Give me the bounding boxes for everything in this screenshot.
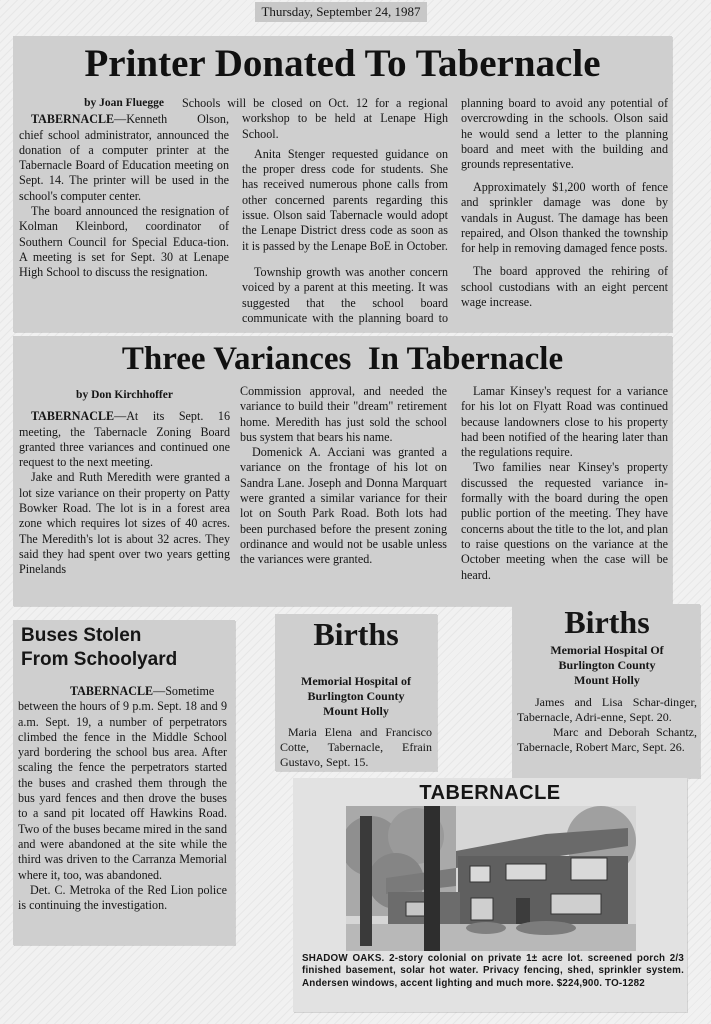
births-left-hospital-line-3: Mount Holly xyxy=(323,704,389,718)
buses-headline-line-2: From Schoolyard xyxy=(21,649,178,670)
article-dateline: TABERNACLE xyxy=(70,684,154,698)
printer-article-p5-continued: planning board to avoid any potential of overcrowding in the schools. Olson said he would send a letter to the planning board and meet with the building and grounds representative. xyxy=(461,96,668,172)
variances-article-column-3 xyxy=(461,384,668,583)
births-left-entry: Maria Elena and Francisco Cotte, Tabernacle, Efrain Gustavo, Sept. 15. xyxy=(280,725,432,769)
printer-article-column-1 xyxy=(19,96,229,281)
house-photo-illustration xyxy=(346,806,636,951)
printer-article-column-3b xyxy=(461,180,668,310)
births-left-block xyxy=(280,616,432,770)
births-right-hospital-line-1: Memorial Hospital Of xyxy=(550,643,664,657)
printer-article-byline: by Joan Fluegge xyxy=(84,97,164,109)
buses-article-headline xyxy=(21,624,177,672)
printer-article-p7: The board approved the rehiring of school custodians with an eight percent wage increase. xyxy=(461,264,668,310)
variances-article-p3: Domenick A. Acciani was granted a variance on the frontage of his lot on Sandra Lane. Joseph and Donna Marquart were granted a similar variance for their lot on South Park Road. Both lots had been purchased before the present zoning ordinance and would not be usable unless the variances were granted. xyxy=(240,445,447,567)
printer-article-p4: Anita Stenger requested guidance on the proper dress code for students. She has received numerous phone calls from other concerned parents regarding this issue. Olson said Tabernacle would adopt the Lenape District dress code as soon as it is passed by the Lenape BoE in October. xyxy=(242,146,448,253)
births-left-hospital-line-1: Memorial Hospital of xyxy=(301,674,411,688)
printer-article-p6: Approximately $1,200 worth of fence and sprinkler damage was done by vandals in August. The damage has been repaired, and Olson thanked the township for help in removing damaged fence posts. xyxy=(461,180,668,256)
article-dateline: TABERNACLE xyxy=(31,112,115,127)
printer-article-p1: —Kenneth Olson, chief school administrator, announced the donation of a computer printer at the Tabernacle Board of Education meeting on Sept. 14. The printer will be used in the school's computer center. xyxy=(19,112,229,203)
buses-article-paragraph xyxy=(18,684,227,883)
variances-article-byline: by Don Kirchhoffer xyxy=(76,389,173,401)
printer-article-column-2 xyxy=(182,96,448,254)
printer-article-paragraph xyxy=(19,112,229,204)
buses-headline-line-1: Buses Stolen xyxy=(21,625,142,646)
births-right-hospital-line-3: Mount Holly xyxy=(574,673,640,687)
births-right-block xyxy=(517,604,697,755)
births-right-hospital-line-2: Burlington County xyxy=(558,658,656,672)
buses-article-body xyxy=(18,684,227,913)
variances-article-paragraph xyxy=(19,409,230,470)
printer-article-p2: The board announced the resignation of Kolman Kleinbord, coordinator of Southern Council for Special Educa-tion. A meeting is set for Sept. 30 at Lenape High School to discuss the resignation. xyxy=(19,204,229,280)
variances-article-column-1 xyxy=(19,388,230,577)
buses-article-p2: Det. C. Metroka of the Red Lion police is continuing the investigation. xyxy=(18,882,227,913)
births-left-hospital-line-2: Burlington County xyxy=(307,689,405,703)
births-right-entry-1: James and Lisa Schar-dinger, Tabernacle, Adri-enne, Sept. 20. xyxy=(517,695,697,724)
buses-article-p1: —Sometime between the hours of 9 p.m. Sept. 18 and 9 a.m. Sept. 19, a number of perpetrators climbed the fence in the Middle School yard bordering the school bus area. After scaling the fence the perpetrators started the buses and crashed them through the bus yard fences and then drove the buses to a sand pit located off Hawkins Road. Two of the buses became mired in the sand and were abandoned at the site while the third was driven to the Carranza Memorial where it, too, was abandoned. xyxy=(18,684,227,882)
variances-article-headline: Three Variances In Tabernacle xyxy=(121,341,564,377)
printer-article-p3: Schools will be closed on Oct. 12 for a regional workshop to be held at Lenape High School. xyxy=(182,96,448,141)
printer-article-p5: Township growth was another concern voiced by a parent at this meeting. It was suggested that the school board communicate with the planning board to xyxy=(242,265,448,325)
variances-article-p2: Jake and Ruth Meredith were granted a lot size variance on their property on Patty Bowker Road. The lot is in a forest area zone which requires lot sizes of 40 acres. The Meredith's lot is about 32 acres. They said they had spent over two years getting Pinelands xyxy=(19,470,230,577)
newspaper-date: Thursday, September 24, 1987 xyxy=(255,2,427,22)
printer-article-column-3 xyxy=(461,96,668,172)
printer-article-column-2b xyxy=(242,265,448,326)
variances-article-p2-end: Commission approval, and needed the variance to build their "dream" retirement home. Meredith has just sold the school bus system that bears his name. xyxy=(240,384,447,444)
variances-article-p1: —At its Sept. 16 meeting, the Tabernacle Zoning Board granted three variances and continued one request to the next meeting. xyxy=(19,409,230,470)
variances-article-column-2 xyxy=(240,384,447,568)
article-dateline: TABERNACLE xyxy=(31,409,115,424)
real-estate-ad-caption: SHADOW OAKS. 2-story colonial on private 1± acre lot. screened porch 2/3 finished basement, solar hot water. Privacy fencing, shed, sprinkler system. Andersen windows, accent lighting and much more. $224,900. TO-1282 xyxy=(302,953,684,989)
variances-article-p4: Lamar Kinsey's request for a variance for his lot on Flyatt Road was continued because landowners close to his property had been notified of the hearing later than the regulations require. xyxy=(461,384,668,460)
printer-article-headline: Printer Donated To Tabernacle xyxy=(84,42,601,85)
real-estate-ad-town: TABERNACLE xyxy=(419,782,561,804)
variances-article-p5: Two families near Kinsey's property discussed the requested variance in-formally with the board during the open public portion of the meeting. They have concerns about the title to the lot, and plan to raise questions on the variance at the October meeting when the case will be heard. xyxy=(461,460,668,582)
births-left-title: Births xyxy=(313,616,399,652)
births-right-title: Births xyxy=(564,604,650,640)
births-right-entry-2: Marc and Deborah Schantz, Tabernacle, Robert Marc, Sept. 26. xyxy=(517,725,697,754)
house-photo xyxy=(346,806,636,951)
